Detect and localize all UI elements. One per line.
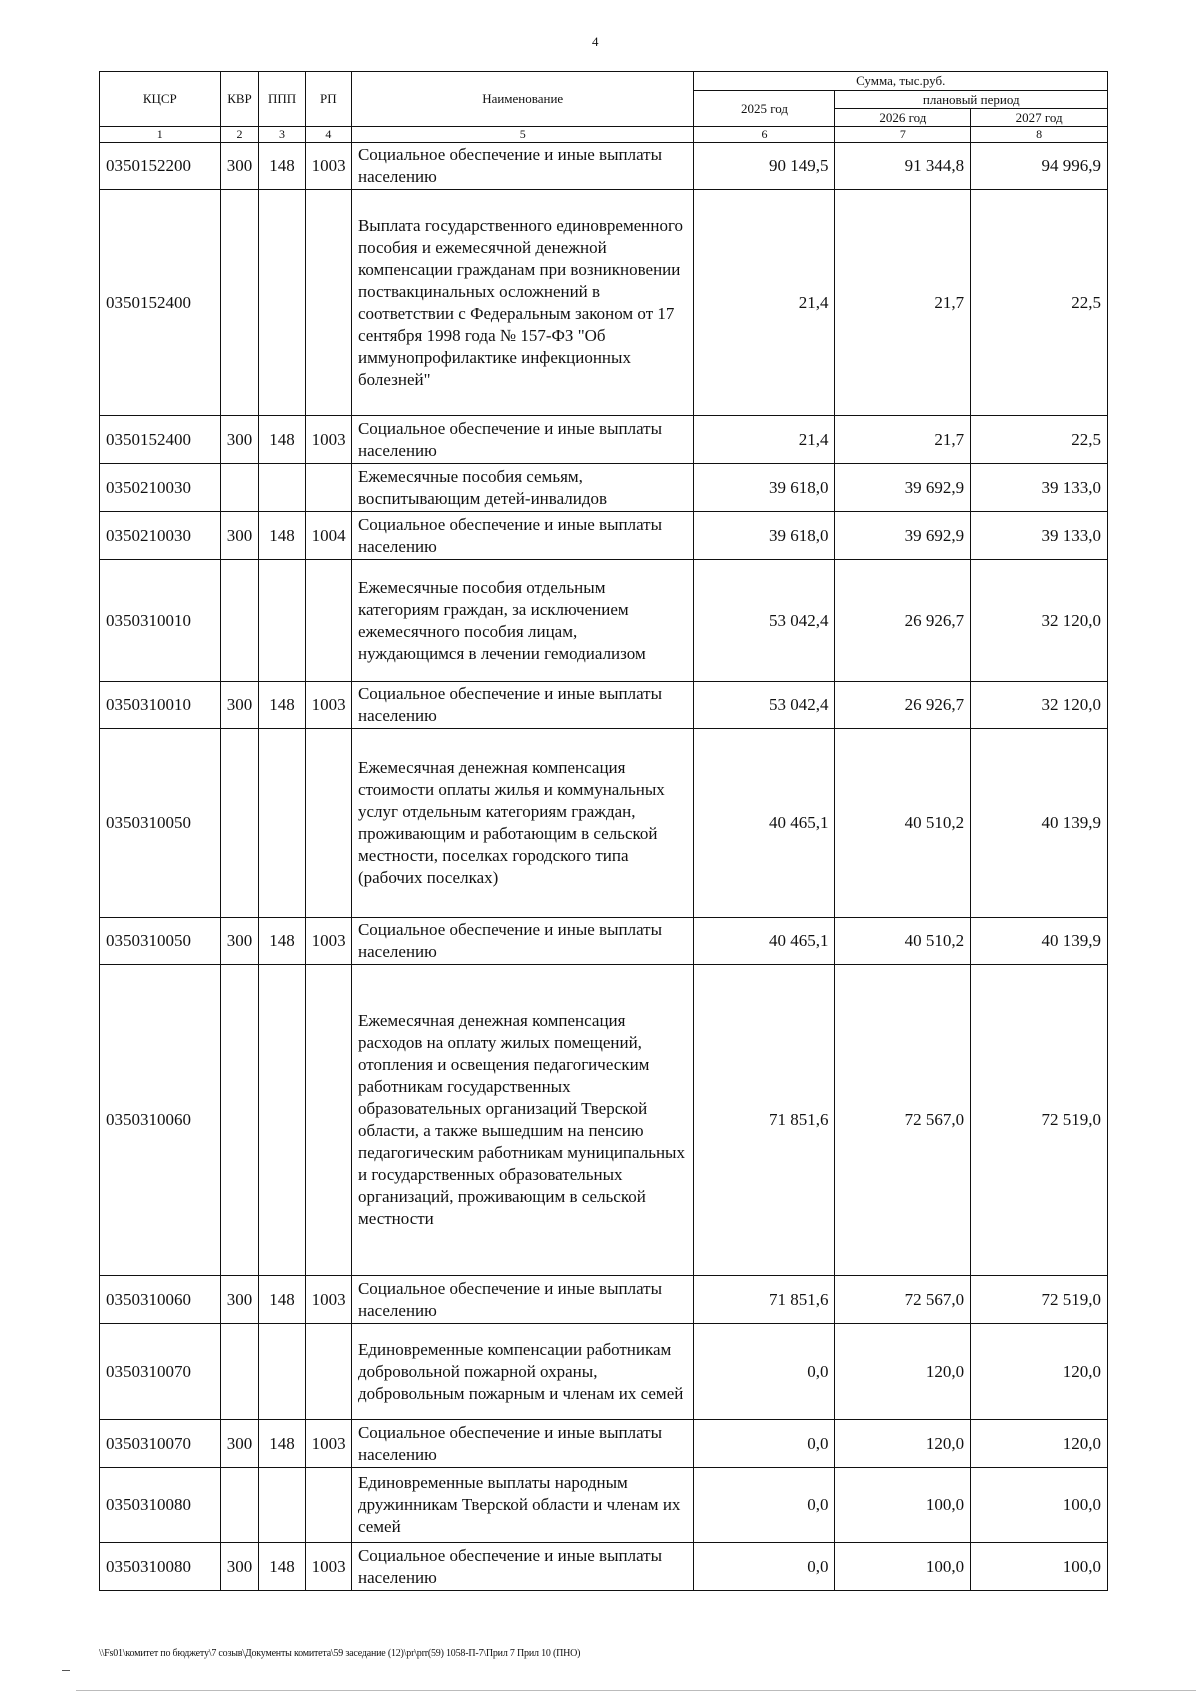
ppp-cell [259,1468,305,1543]
ppp-cell: 148 [259,1420,305,1468]
name-cell: Социальное обеспечение и иные выплаты населению [351,416,693,464]
amount-2026-cell: 100,0 [835,1543,971,1591]
name-cell: Ежемесячные пособия отдельным категориям граждан, за исключением ежемесячного пособия лицам, нуждающимся в лечении гемодиализом [351,560,693,682]
kvr-cell: 300 [220,1276,259,1324]
amount-2025-cell: 0,0 [694,1324,835,1420]
kcsr-cell: 0350310070 [100,1420,221,1468]
header-rp: РП [305,72,351,127]
amount-2027-cell: 100,0 [971,1543,1108,1591]
table-row [100,1276,1108,1324]
amount-2025-cell: 40 465,1 [694,918,835,965]
table-row [100,143,1108,190]
column-number: 4 [305,127,351,143]
name-cell: Социальное обеспечение и иные выплаты населению [351,512,693,560]
amount-2026-cell: 39 692,9 [835,512,971,560]
rp-cell: 1003 [305,1276,351,1324]
amount-2025-cell: 21,4 [694,190,835,416]
amount-2027-cell: 120,0 [971,1420,1108,1468]
header-2026: 2026 год [835,109,971,127]
ppp-cell [259,464,305,512]
amount-2026-cell: 100,0 [835,1468,971,1543]
name-cell: Социальное обеспечение и иные выплаты населению [351,682,693,729]
kcsr-cell: 0350310060 [100,1276,221,1324]
kvr-cell [220,1468,259,1543]
kcsr-cell: 0350310060 [100,965,221,1276]
kvr-cell [220,1324,259,1420]
amount-2025-cell: 39 618,0 [694,512,835,560]
header-2027: 2027 год [971,109,1108,127]
amount-2026-cell: 21,7 [835,190,971,416]
name-cell: Социальное обеспечение и иные выплаты населению [351,1543,693,1591]
amount-2025-cell: 0,0 [694,1468,835,1543]
header-kvr: КВР [220,72,259,127]
kcsr-cell: 0350310070 [100,1324,221,1420]
kcsr-cell: 0350152200 [100,143,221,190]
amount-2027-cell: 32 120,0 [971,560,1108,682]
amount-2025-cell: 40 465,1 [694,729,835,918]
ppp-cell: 148 [259,682,305,729]
budget-table [99,71,1108,1591]
kcsr-cell: 0350310010 [100,560,221,682]
amount-2026-cell: 91 344,8 [835,143,971,190]
ppp-cell: 148 [259,1543,305,1591]
kvr-cell [220,729,259,918]
name-cell: Ежемесячная денежная компенсация стоимости оплаты жилья и коммунальных услуг отдельным категориям граждан, проживающим и работающим в сельской местности, поселках городского типа (рабочих поселках) [351,729,693,918]
rp-cell: 1003 [305,918,351,965]
ppp-cell: 148 [259,512,305,560]
column-number: 7 [835,127,971,143]
column-number-row [100,127,1108,143]
table-row [100,560,1108,682]
column-number: 3 [259,127,305,143]
kvr-cell: 300 [220,682,259,729]
amount-2026-cell: 40 510,2 [835,729,971,918]
table-row [100,190,1108,416]
ppp-cell [259,729,305,918]
amount-2027-cell: 40 139,9 [971,918,1108,965]
kcsr-cell: 0350310010 [100,682,221,729]
name-cell: Выплата государственного единовременного пособия и ежемесячной денежной компенсации гражданам при возникновении поствакцинальных осложнений в соответствии с Федеральным законом от 17 сентября 1998 года № 157-ФЗ "Об иммунопрофилактике инфекционных болезней" [351,190,693,416]
table-row [100,1543,1108,1591]
amount-2025-cell: 90 149,5 [694,143,835,190]
ppp-cell: 148 [259,143,305,190]
amount-2027-cell: 39 133,0 [971,464,1108,512]
rp-cell [305,1324,351,1420]
name-cell: Социальное обеспечение и иные выплаты населению [351,918,693,965]
amount-2026-cell: 72 567,0 [835,1276,971,1324]
amount-2026-cell: 120,0 [835,1324,971,1420]
footer-file-path: \\Fs01\комитет по бюджету\7 созыв\Документы комитета\59 заседание (12)\pr\prr(59) 1058-П-7\Прил 7 Прил 10 (ПНО) [99,1648,581,1659]
name-cell: Социальное обеспечение и иные выплаты населению [351,1420,693,1468]
rp-cell: 1003 [305,143,351,190]
amount-2025-cell: 53 042,4 [694,682,835,729]
name-cell: Ежемесячные пособия семьям, воспитывающим детей-инвалидов [351,464,693,512]
kcsr-cell: 0350310080 [100,1543,221,1591]
name-cell: Ежемесячная денежная компенсация расходов на оплату жилых помещений, отопления и освещения педагогическим работникам государственных образовательных организаций Тверской области, а также вышедшим на пенсию педагогическим работникам муниципальных и государственных образовательных организаций, проживающим в сельской местности [351,965,693,1276]
amount-2027-cell: 72 519,0 [971,965,1108,1276]
kvr-cell: 300 [220,1420,259,1468]
ppp-cell: 148 [259,1276,305,1324]
amount-2025-cell: 0,0 [694,1420,835,1468]
amount-2025-cell: 0,0 [694,1543,835,1591]
kvr-cell [220,965,259,1276]
rp-cell [305,1468,351,1543]
header-2025: 2025 год [694,91,835,127]
column-number: 6 [694,127,835,143]
rp-cell [305,464,351,512]
amount-2026-cell: 40 510,2 [835,918,971,965]
rp-cell [305,560,351,682]
amount-2026-cell: 72 567,0 [835,965,971,1276]
scan-edge-mark [62,1670,70,1671]
name-cell: Единовременные компенсации работникам добровольной пожарной охраны, добровольным пожарным и членам их семей [351,1324,693,1420]
column-number: 2 [220,127,259,143]
header-ppp: ППП [259,72,305,127]
kvr-cell [220,190,259,416]
kvr-cell: 300 [220,1543,259,1591]
kvr-cell: 300 [220,416,259,464]
amount-2027-cell: 39 133,0 [971,512,1108,560]
amount-2026-cell: 21,7 [835,416,971,464]
kcsr-cell: 0350152400 [100,416,221,464]
kcsr-cell: 0350152400 [100,190,221,416]
kvr-cell [220,560,259,682]
amount-2027-cell: 22,5 [971,190,1108,416]
amount-2026-cell: 120,0 [835,1420,971,1468]
kcsr-cell: 0350310080 [100,1468,221,1543]
column-number: 1 [100,127,221,143]
rp-cell: 1004 [305,512,351,560]
scan-bottom-line [76,1690,1196,1691]
table-row [100,918,1108,965]
amount-2025-cell: 39 618,0 [694,464,835,512]
amount-2026-cell: 39 692,9 [835,464,971,512]
ppp-cell [259,1324,305,1420]
amount-2026-cell: 26 926,7 [835,560,971,682]
page-number: 4 [592,34,599,49]
rp-cell [305,190,351,416]
table-row [100,416,1108,464]
header-kcsr: КЦСР [100,72,221,127]
ppp-cell [259,965,305,1276]
ppp-cell [259,190,305,416]
amount-2025-cell: 71 851,6 [694,1276,835,1324]
table-row [100,1324,1108,1420]
header-sum: Сумма, тыс.руб. [694,72,1108,91]
amount-2027-cell: 94 996,9 [971,143,1108,190]
table-row [100,965,1108,1276]
rp-cell: 1003 [305,1420,351,1468]
amount-2027-cell: 72 519,0 [971,1276,1108,1324]
name-cell: Социальное обеспечение и иные выплаты населению [351,143,693,190]
table-row [100,682,1108,729]
rp-cell: 1003 [305,416,351,464]
ppp-cell: 148 [259,416,305,464]
name-cell: Социальное обеспечение и иные выплаты населению [351,1276,693,1324]
ppp-cell [259,560,305,682]
amount-2025-cell: 53 042,4 [694,560,835,682]
amount-2025-cell: 71 851,6 [694,965,835,1276]
amount-2027-cell: 100,0 [971,1468,1108,1543]
amount-2027-cell: 120,0 [971,1324,1108,1420]
table-row [100,1468,1108,1543]
amount-2025-cell: 21,4 [694,416,835,464]
rp-cell [305,965,351,1276]
kvr-cell: 300 [220,143,259,190]
kvr-cell: 300 [220,512,259,560]
kcsr-cell: 0350310050 [100,918,221,965]
header-row-1 [100,72,1108,91]
header-name: Наименование [351,72,693,127]
table-row [100,512,1108,560]
kvr-cell [220,464,259,512]
ppp-cell: 148 [259,918,305,965]
rp-cell: 1003 [305,682,351,729]
kcsr-cell: 0350210030 [100,464,221,512]
kcsr-cell: 0350310050 [100,729,221,918]
amount-2026-cell: 26 926,7 [835,682,971,729]
amount-2027-cell: 40 139,9 [971,729,1108,918]
kvr-cell: 300 [220,918,259,965]
column-number: 5 [351,127,693,143]
amount-2027-cell: 32 120,0 [971,682,1108,729]
kcsr-cell: 0350210030 [100,512,221,560]
column-number: 8 [971,127,1108,143]
table-row [100,1420,1108,1468]
name-cell: Единовременные выплаты народным дружинникам Тверской области и членам их семей [351,1468,693,1543]
header-planned-period: плановый период [835,91,1108,109]
table-row [100,729,1108,918]
amount-2027-cell: 22,5 [971,416,1108,464]
rp-cell: 1003 [305,1543,351,1591]
rp-cell [305,729,351,918]
table-row [100,464,1108,512]
